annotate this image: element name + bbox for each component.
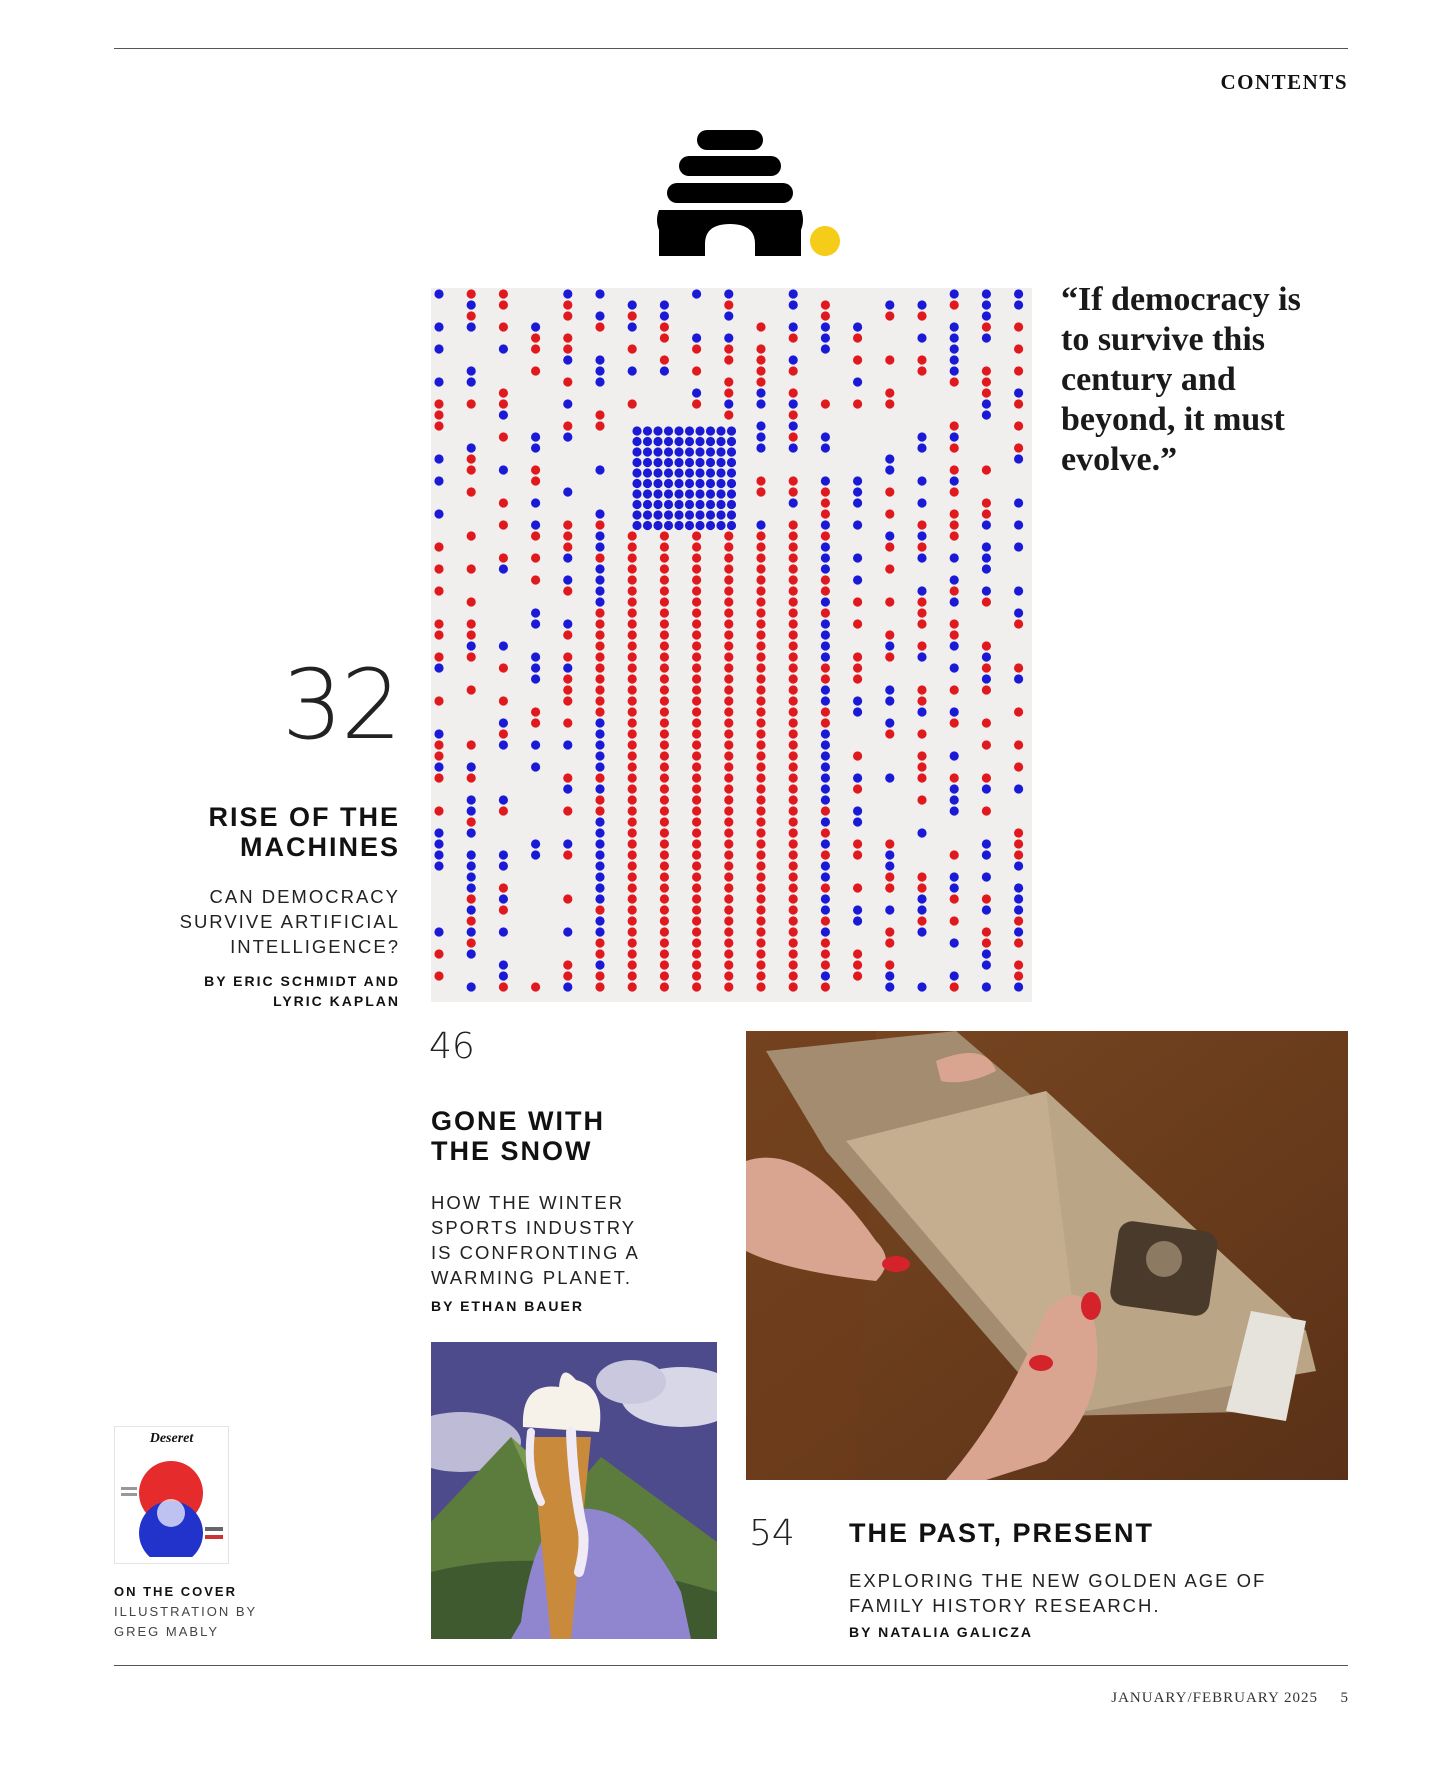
article-dek: EXPLORING THE NEW GOLDEN AGE OF [849, 1570, 1267, 1591]
cover-credit: ILLUSTRATION BY [114, 1604, 258, 1619]
article-page-number: 32 [281, 649, 400, 761]
article-dek: HOW THE WINTER [431, 1192, 625, 1213]
family-history-photo[interactable] [746, 1031, 1348, 1480]
article-dek: FAMILY HISTORY RESEARCH. [849, 1595, 1161, 1616]
footer-page-number: 5 [1340, 1690, 1348, 1706]
article-byline: BY ETHAN BAUER [431, 1298, 584, 1314]
cover-thumbnail[interactable] [114, 1426, 229, 1564]
section-label: CONTENTS [1220, 70, 1348, 94]
article-gone-with-the-snow[interactable] [431, 1106, 721, 1316]
article-dek: IS CONFRONTING A [431, 1242, 640, 1263]
article-dek: CAN DEMOCRACY [209, 886, 400, 907]
article-rise-of-machines[interactable] [80, 802, 400, 1011]
article-headline: RISE OF THE [208, 802, 400, 832]
article-headline: MACHINES [239, 832, 400, 862]
cover-credit: GREG MABLY [114, 1624, 220, 1639]
melting-ice-cream-illustration[interactable] [431, 1342, 717, 1639]
cover-caption [114, 1582, 314, 1642]
footer-issue: JANUARY/FEBRUARY 2025 [1111, 1690, 1318, 1706]
article-headline: THE PAST, PRESENT [849, 1518, 1155, 1548]
yellow-dot [810, 226, 840, 256]
pull-quote: “If democracy is to survive this century and beyond, it must evolve.” [1061, 281, 1301, 478]
cover-label: ON THE COVER [114, 1584, 237, 1599]
article-byline: BY NATALIA GALICZA [849, 1624, 1034, 1640]
article-dek: SURVIVE ARTIFICIAL [179, 911, 400, 932]
article-the-past-present[interactable] [849, 1518, 1349, 1642]
article-headline: THE SNOW [431, 1136, 593, 1166]
article-dek: WARMING PLANET. [431, 1267, 632, 1288]
dot-matrix-illustration [431, 288, 1032, 1002]
article-dek: INTELLIGENCE? [230, 936, 400, 957]
top-rule [114, 48, 1348, 49]
bottom-rule [114, 1665, 1348, 1666]
article-page-number: 46 [429, 1026, 475, 1067]
cover-thumb-title: Deseret [149, 1431, 194, 1446]
article-byline: LYRIC KAPLAN [273, 993, 400, 1009]
cover-art-icon [115, 1447, 228, 1557]
article-page-number: 54 [749, 1513, 795, 1554]
article-headline: GONE WITH [431, 1106, 605, 1136]
beehive-logo-icon [655, 128, 845, 258]
article-dek: SPORTS INDUSTRY [431, 1217, 637, 1238]
article-byline: BY ERIC SCHMIDT AND [204, 973, 400, 989]
